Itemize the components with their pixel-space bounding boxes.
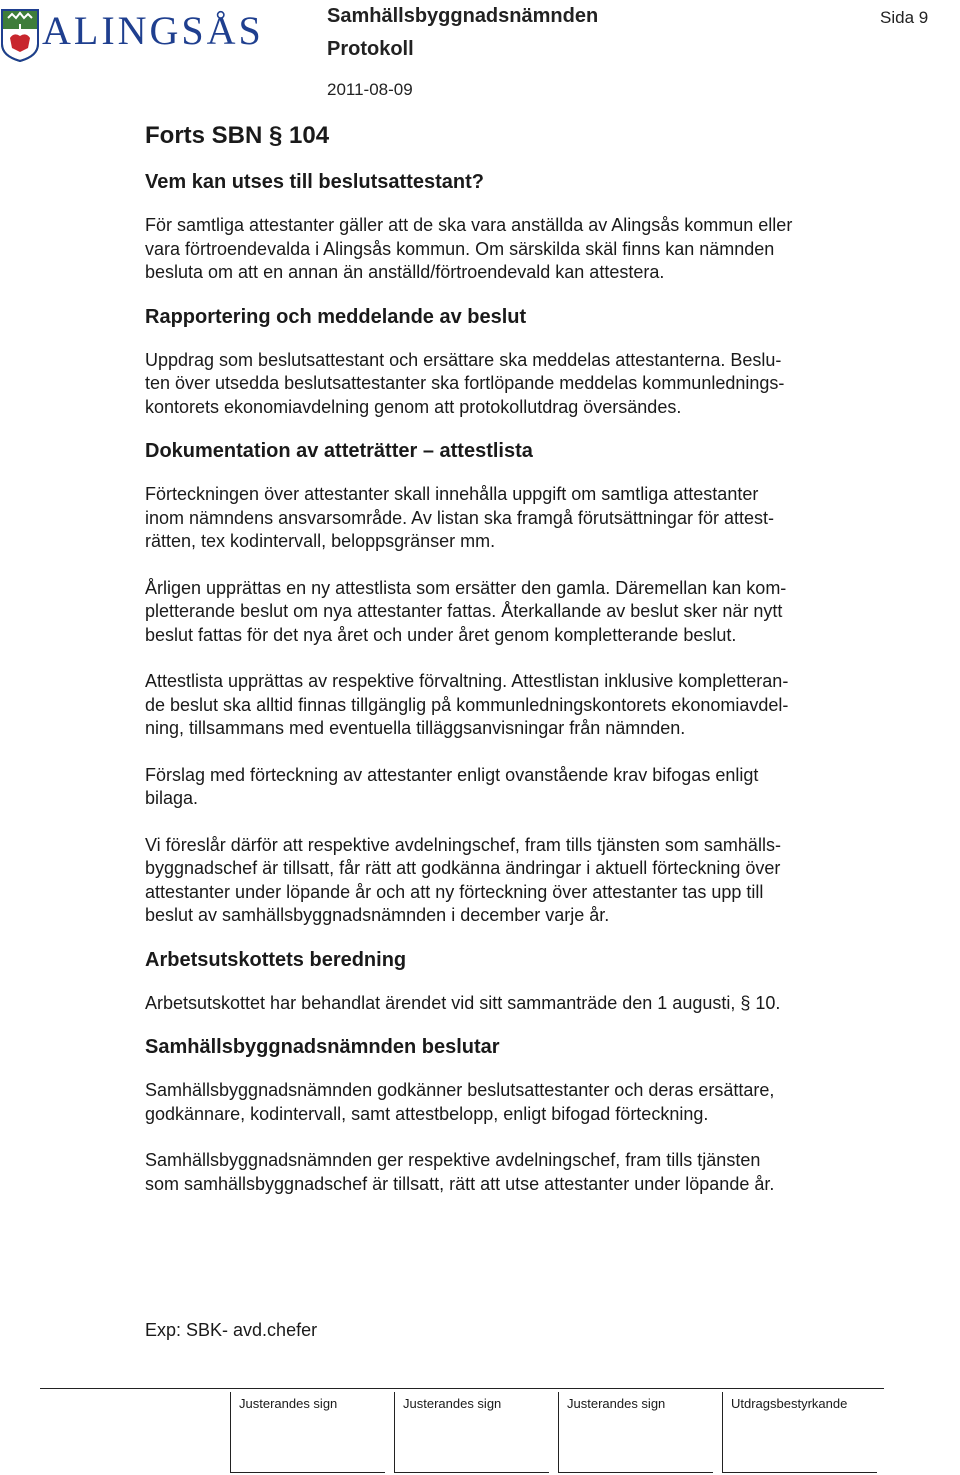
paragraph	[145, 483, 890, 554]
spacer	[145, 811, 890, 834]
signature-box-2	[394, 1392, 549, 1473]
paragraph	[145, 764, 890, 811]
paragraph-line: godkännare, kodintervall, samt attestbelopp, enligt bifogad förteckning.	[145, 1103, 709, 1124]
spacer	[145, 554, 890, 577]
spacer	[145, 463, 890, 483]
paragraph-line: Uppdrag som beslutsattestant och ersättare ska meddelas attestanterna. Beslu-	[145, 349, 782, 370]
meeting-date: 2011-08-09	[327, 80, 413, 99]
signature-box-3	[558, 1392, 713, 1473]
spacer	[145, 1126, 890, 1149]
section-heading: Vem kan utses till beslutsattestant?	[145, 171, 484, 193]
section-heading: Rapportering och meddelande av beslut	[145, 305, 527, 328]
paragraph-line: pletterande beslut om nya attestanter fattas. Återkallande av beslut sker när nytt	[145, 601, 783, 621]
paragraph	[145, 670, 890, 741]
spacer	[145, 972, 890, 992]
spacer	[145, 1015, 890, 1035]
spacer	[145, 1059, 890, 1079]
paragraph-line: kontorets ekonomiavdelning genom att protokollutdrag översändes.	[145, 396, 682, 417]
paragraph	[145, 577, 890, 648]
certification-label: Utdragsbestyrkande	[731, 1396, 848, 1411]
paragraph	[145, 349, 890, 420]
spacer	[145, 647, 890, 670]
paragraph-line: ning, tillsammans med eventuella tilläggsanvisningar från nämnden.	[145, 718, 686, 738]
signature-label: Justerandes sign	[403, 1396, 502, 1411]
spacer	[145, 928, 890, 948]
certification-box	[722, 1392, 877, 1473]
document-body	[145, 170, 890, 1196]
paragraph-line: bilaga.	[145, 788, 199, 808]
paragraph	[145, 1149, 890, 1196]
paragraph-line: vara förtroendevalda i Alingsås kommun. Om särskilda skäl finns kan nämnden	[145, 238, 775, 259]
paragraph-line: Årligen upprättas en ny attestlista som ersätter den gamla. Däremellan kan kom-	[145, 577, 787, 598]
paragraph-line: Samhällsbyggnadsnämnden ger respektive avdelningschef, fram tills tjänsten	[145, 1150, 761, 1170]
section-heading: Samhällsbyggnadsnämnden beslutar	[145, 1036, 500, 1058]
expedition-note: Exp: SBK- avd.chefer	[145, 1320, 318, 1340]
spacer	[145, 741, 890, 764]
paragraph-line: Attestlista upprättas av respektive förvaltning. Attestlistan inklusive kompletteran-	[145, 671, 789, 691]
paragraph-line: som samhällsbyggnadschef är tillsatt, rätt att utse attestanter under löpande år.	[145, 1173, 775, 1194]
paragraph-line: beslut fattas för det nya året och under året genom kompletterande beslut.	[145, 624, 737, 645]
committee-name: Samhällsbyggnadsnämnden	[327, 5, 599, 27]
section-heading: Arbetsutskottets beredning	[145, 948, 407, 971]
paragraph-line: attestanter under löpande år och att ny förteckning över attestanter tas upp till	[145, 881, 764, 902]
paragraph-line: byggnadschef är tillsatt, får rätt att godkänna ändringar i aktuell förteckning över	[145, 858, 781, 878]
spacer	[145, 194, 890, 214]
logo-wordmark: ALINGSÅS	[42, 8, 264, 53]
paragraph	[145, 214, 890, 285]
paragraph-line: Vi föreslår därför att respektive avdelningschef, fram tills tjänsten som samhälls-	[145, 834, 781, 855]
signature-label: Justerandes sign	[239, 1396, 338, 1411]
paragraph-line: inom nämndens ansvarsområde. Av listan ska framgå förutsättningar för attest-	[145, 507, 774, 528]
document-type: Protokoll	[327, 38, 414, 60]
paragraph-line: Samhällsbyggnadsnämnden godkänner beslutsattestanter och deras ersättare,	[145, 1080, 775, 1100]
spacer	[145, 285, 890, 305]
paragraph-line: de beslut ska alltid finnas tillgänglig på kommunledningskontorets ekonomiavdel-	[145, 694, 789, 715]
paragraph	[145, 834, 890, 928]
paragraph	[145, 1079, 890, 1126]
paragraph-line: Förslag med förteckning av attestanter enligt ovanstående krav bifogas enligt	[145, 764, 759, 785]
section-title: Forts SBN § 104	[145, 122, 330, 149]
paragraph-line: ten över utsedda beslutsattestanter ska fortlöpande meddelas kommunlednings-	[145, 373, 785, 393]
municipality-logo	[0, 4, 264, 62]
spacer	[145, 329, 890, 349]
page-number: Sida 9	[880, 8, 929, 27]
spacer	[145, 419, 890, 439]
section-heading: Dokumentation av atteträtter – attestlista	[145, 440, 533, 462]
footer-divider	[40, 1388, 884, 1389]
coat-of-arms-icon	[0, 4, 40, 62]
paragraph-line: För samtliga attestanter gäller att de ska vara anställda av Alingsås kommun eller	[145, 215, 793, 235]
paragraph-line: Förteckningen över attestanter skall innehålla uppgift om samtliga attestanter	[145, 484, 759, 504]
paragraph-line: Arbetsutskottet har behandlat ärendet vid sitt sammanträde den 1 augusti, § 10.	[145, 992, 781, 1013]
signature-box-1	[230, 1392, 385, 1473]
paragraph-line: beslut av samhällsbyggnadsnämnden i december varje år.	[145, 905, 610, 925]
signature-label: Justerandes sign	[567, 1396, 666, 1411]
paragraph-line: besluta om att en annan än anställd/förtroendevald kan attestera.	[145, 262, 665, 282]
paragraph	[145, 992, 890, 1016]
paragraph-line: rätten, tex kodintervall, beloppsgränser mm.	[145, 531, 496, 551]
